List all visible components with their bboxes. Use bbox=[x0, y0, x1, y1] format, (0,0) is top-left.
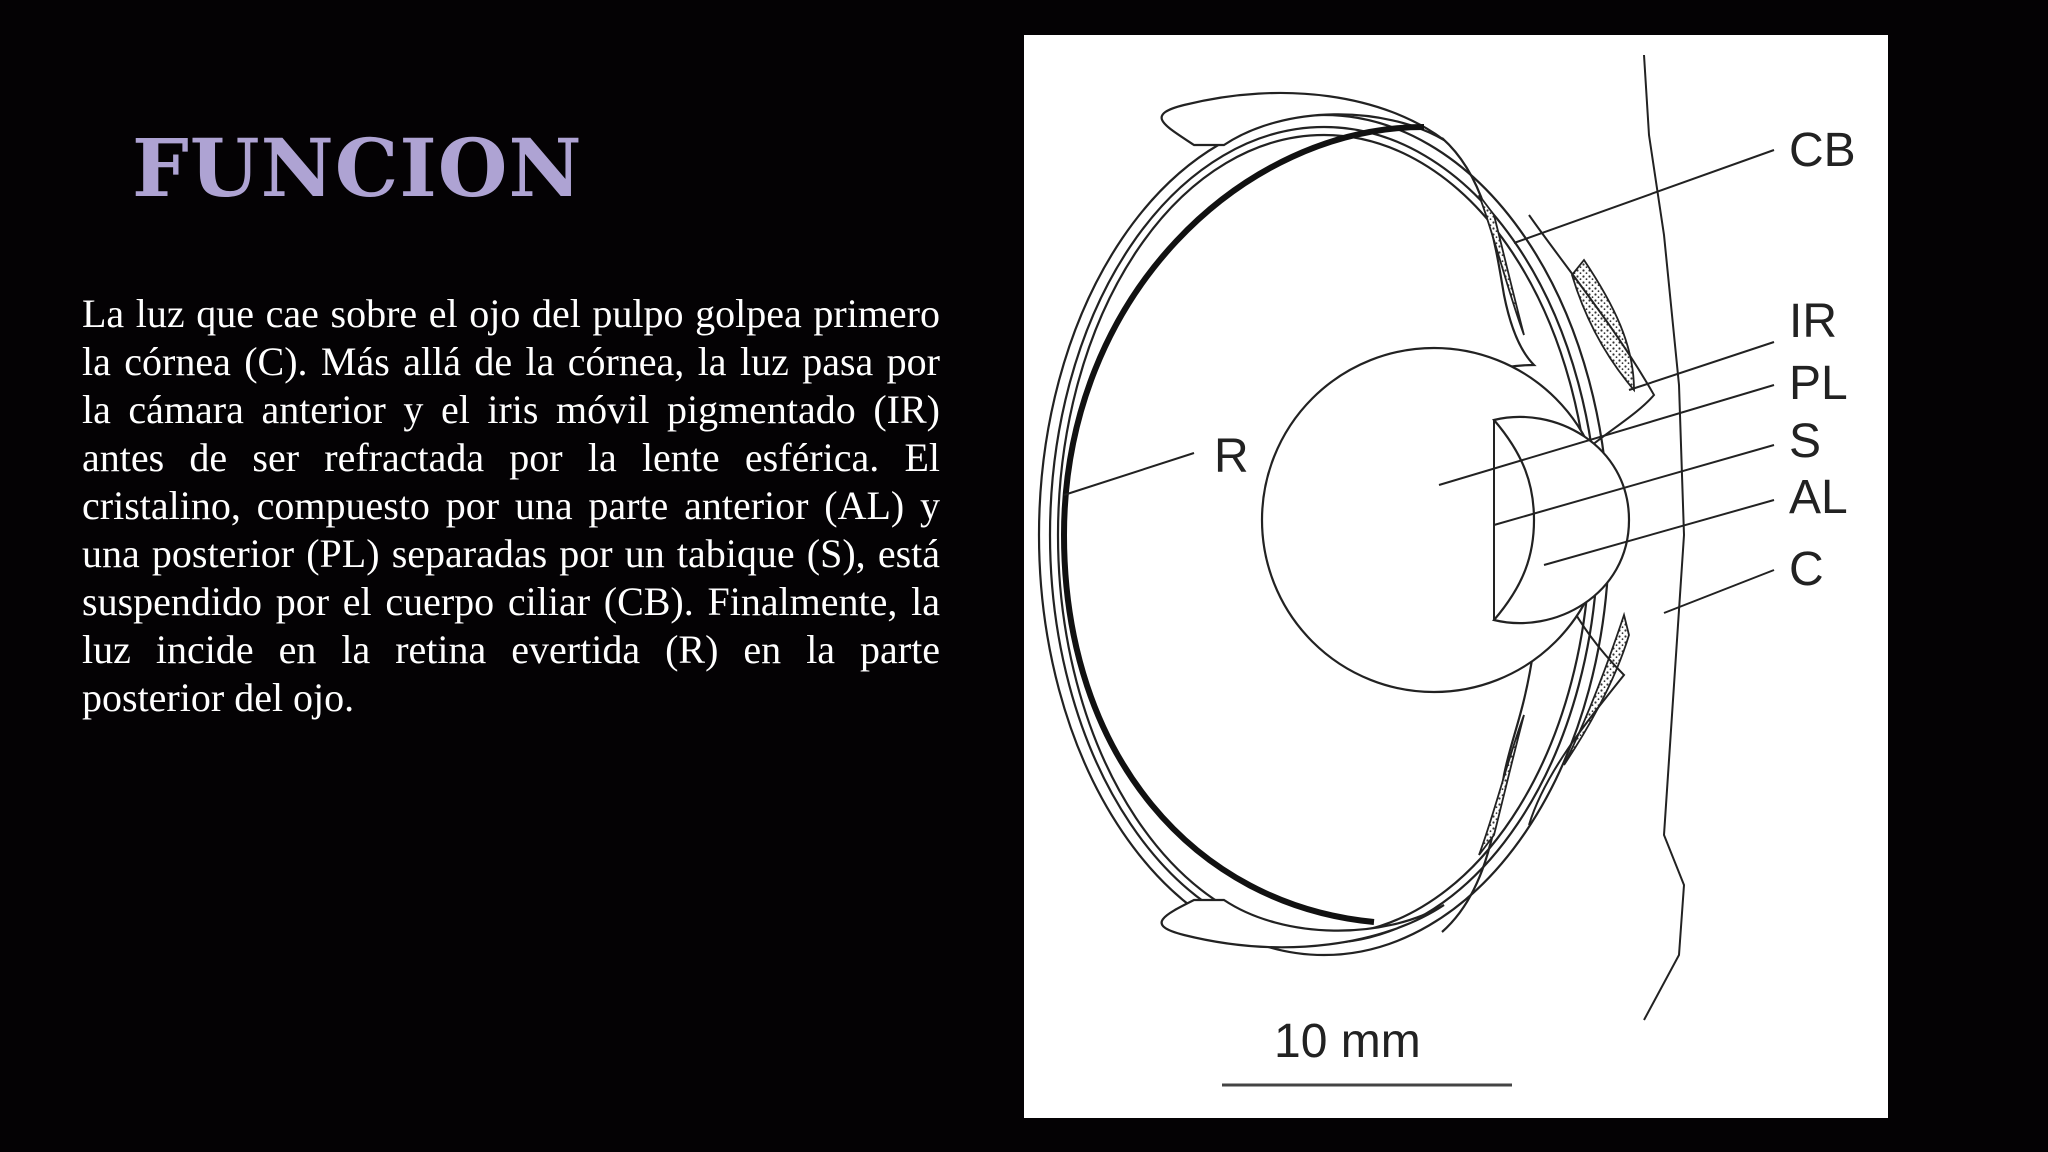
slide-title: FUNCION bbox=[132, 121, 583, 215]
iris-muscle-upper bbox=[1572, 260, 1634, 390]
body-text: La luz que cae sobre el ojo del pulpo golpea primero la córnea (C). Más allá de la córnea, la luz pasa por la cámara anterior y el iris móvil pigmentado (IR) antes de ser refractada por la lente esférica. El cristalino, compuesto por una parte anterior (AL) y una posterior (PL) separadas por un tabique (S), está suspendido por el cuerpo ciliar (CB). Finalmente, la luz incide en la retina evertida (R) en la parte posterior del ojo. bbox=[82, 291, 940, 720]
label-ir: IR bbox=[1789, 295, 1837, 348]
scale-bar-label: 10 mm bbox=[1274, 1015, 1421, 1068]
eye-diagram bbox=[1024, 35, 1888, 1118]
label-pl: PL bbox=[1789, 357, 1848, 410]
iris-muscle-lower bbox=[1564, 615, 1629, 765]
label-c: C bbox=[1789, 543, 1824, 596]
label-cb: CB bbox=[1789, 124, 1856, 177]
label-al: AL bbox=[1789, 471, 1848, 524]
label-r: R bbox=[1214, 430, 1249, 483]
cornea-skin-line bbox=[1644, 55, 1684, 1020]
label-s: S bbox=[1789, 415, 1822, 468]
ciliary-body-upper bbox=[1479, 195, 1524, 335]
iris-upper bbox=[1442, 138, 1534, 385]
